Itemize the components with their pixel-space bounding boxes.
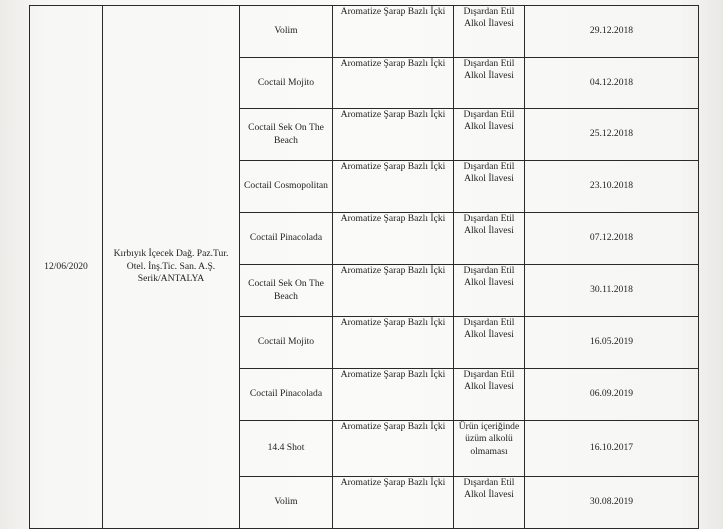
production-date-cell: 16.05.2019: [525, 317, 699, 369]
type-cell: Aromatize Şarap Bazlı İçki: [333, 369, 454, 421]
type-cell: Aromatize Şarap Bazlı İçki: [333, 6, 454, 58]
product-cell: Coctail Sek On The Beach: [240, 109, 333, 161]
type-cell: Aromatize Şarap Bazlı İçki: [333, 477, 454, 529]
reason-cell: Dışardan Etil Alkol İlavesi: [454, 6, 525, 58]
product-cell: Coctail Mojito: [240, 58, 333, 109]
reason-cell: Ürün içeriğinde üzüm alkolü olmaması: [454, 421, 525, 477]
decision-date-cell: 12/06/2020: [30, 6, 103, 529]
product-cell: Volim: [240, 477, 333, 529]
product-cell: Coctail Mojito: [240, 317, 333, 369]
product-cell: Coctail Cosmopolitan: [240, 161, 333, 213]
table-row: [30, 6, 699, 58]
production-date-cell: 30.11.2018: [525, 265, 699, 317]
product-cell: Coctail Pinacolada: [240, 213, 333, 265]
type-cell: Aromatize Şarap Bazlı İçki: [333, 421, 454, 477]
reason-cell: Dışardan Etil Alkol İlavesi: [454, 58, 525, 109]
company-cell: Kırbıyık İçecek Dağ. Paz.Tur. Otel. İnş.Tic. San. A.Ş. Serik/ANTALYA: [103, 6, 240, 529]
production-date-cell: 07.12.2018: [525, 213, 699, 265]
production-date-cell: 29.12.2018: [525, 6, 699, 58]
reason-cell: Dışardan Etil Alkol İlavesi: [454, 109, 525, 161]
product-cell: Volim: [240, 6, 333, 58]
reason-cell: Dışardan Etil Alkol İlavesi: [454, 477, 525, 529]
production-date-cell: 16.10.2017: [525, 421, 699, 477]
production-date-cell: 04.12.2018: [525, 58, 699, 109]
type-cell: Aromatize Şarap Bazlı İçki: [333, 161, 454, 213]
type-cell: Aromatize Şarap Bazlı İçki: [333, 317, 454, 369]
reason-cell: Dışardan Etil Alkol İlavesi: [454, 213, 525, 265]
reason-cell: Dışardan Etil Alkol İlavesi: [454, 161, 525, 213]
product-table: [29, 5, 699, 529]
type-cell: Aromatize Şarap Bazlı İçki: [333, 213, 454, 265]
production-date-cell: 30.08.2019: [525, 477, 699, 529]
product-cell: Coctail Sek On The Beach: [240, 265, 333, 317]
reason-cell: Dışardan Etil Alkol İlavesi: [454, 265, 525, 317]
reason-cell: Dışardan Etil Alkol İlavesi: [454, 317, 525, 369]
production-date-cell: 25.12.2018: [525, 109, 699, 161]
reason-cell: Dışardan Etil Alkol İlavesi: [454, 369, 525, 421]
product-cell: Coctail Pinacolada: [240, 369, 333, 421]
production-date-cell: 23.10.2018: [525, 161, 699, 213]
product-cell: 14.4 Shot: [240, 421, 333, 477]
type-cell: Aromatize Şarap Bazlı İçki: [333, 265, 454, 317]
type-cell: Aromatize Şarap Bazlı İçki: [333, 58, 454, 109]
type-cell: Aromatize Şarap Bazlı İçki: [333, 109, 454, 161]
production-date-cell: 06.09.2019: [525, 369, 699, 421]
